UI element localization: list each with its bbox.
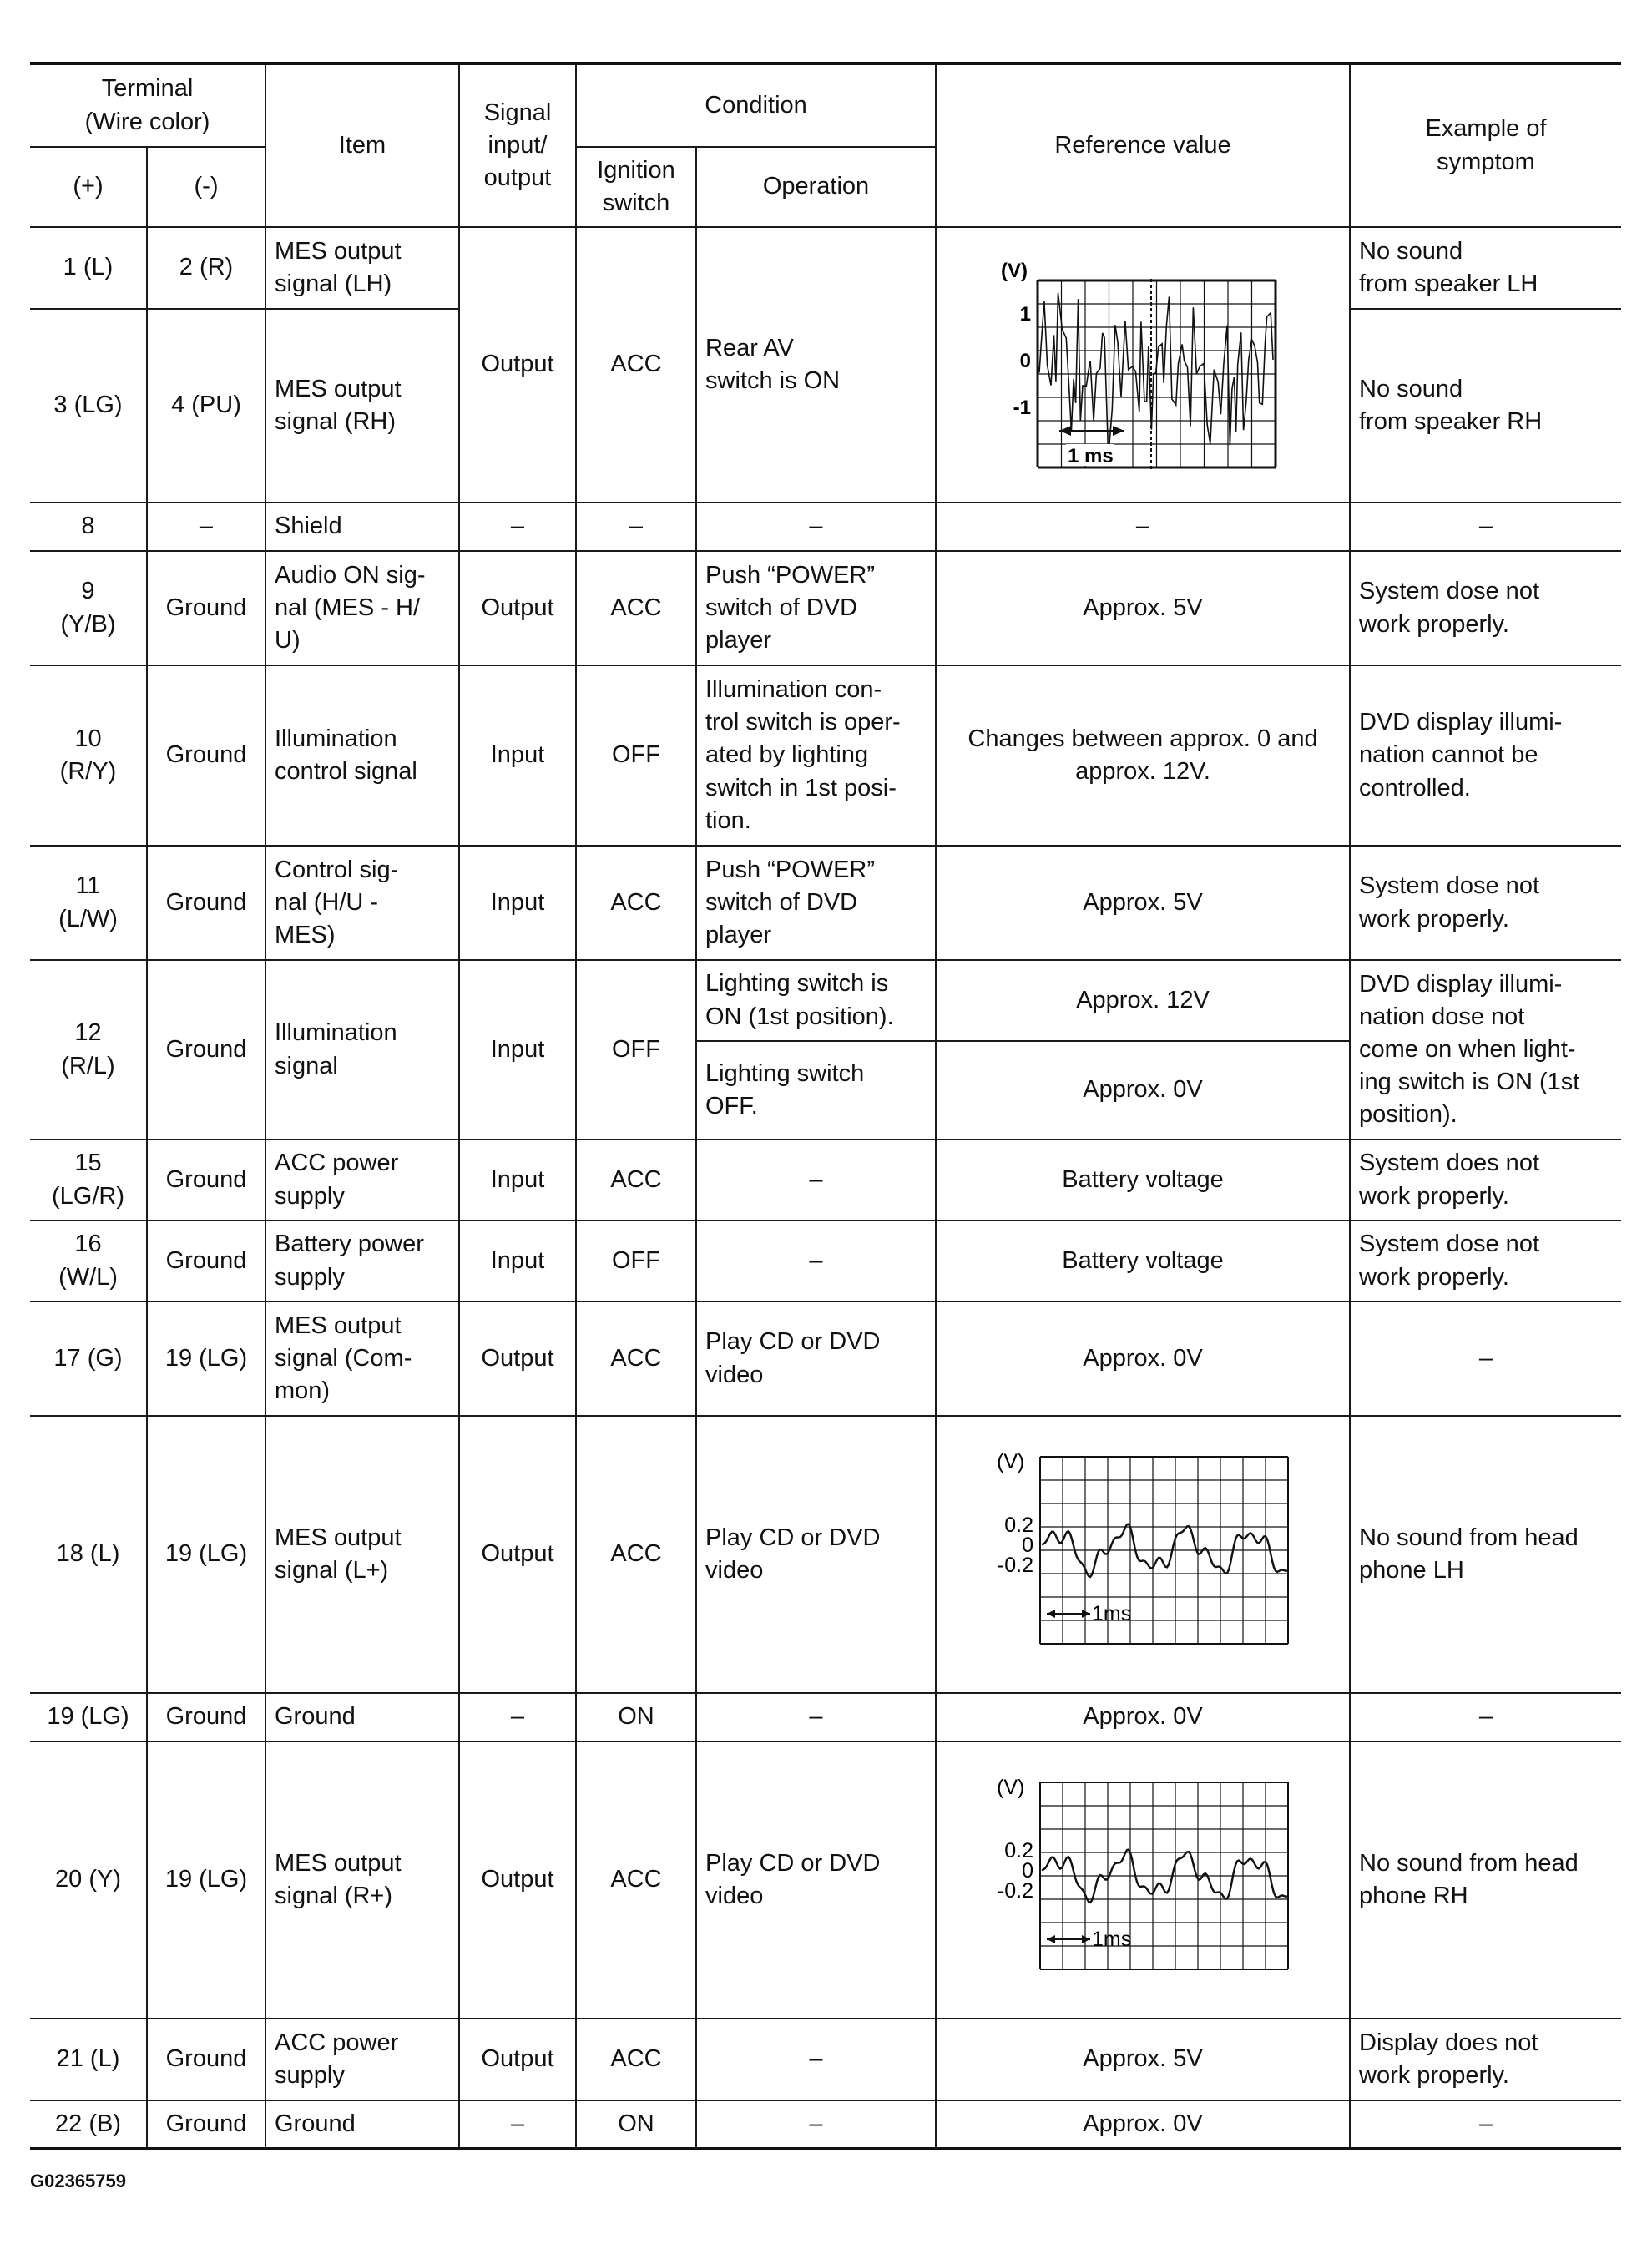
cell-plus: 10 (R/Y) [30, 665, 147, 846]
table-row-8 [30, 503, 1621, 551]
cell-operation: – [696, 1693, 936, 1741]
waveform-grid [1038, 280, 1276, 467]
cell-plus: 11 (L/W) [30, 846, 147, 960]
cell-reference: – [936, 503, 1350, 551]
table-row-9 [30, 551, 1621, 665]
figure-code: G02365759 [30, 2171, 126, 2191]
headphone-lh-waveform [988, 1445, 1297, 1664]
header-plus: (+) [30, 147, 147, 227]
cell-ignition: ACC [576, 2019, 696, 2100]
cell-operation: Lighting switch OFF. [696, 1041, 936, 1140]
waveform-grid [1040, 1782, 1288, 1969]
table-row-1 [30, 227, 1621, 309]
cell-ignition: ACC [576, 1416, 696, 1693]
cell-signal: – [459, 1693, 576, 1741]
cell-operation: – [696, 1221, 936, 1301]
cell-minus: Ground [147, 960, 265, 1140]
cell-operation: – [696, 503, 936, 551]
cell-minus: 4 (PU) [147, 309, 265, 503]
cell-symptom: No sound from head phone LH [1350, 1416, 1621, 1693]
waveform-unit-label: (V) [997, 1776, 1025, 1799]
header-item: Item [265, 63, 459, 227]
waveform-grid [1040, 1457, 1288, 1644]
cell-operation: Illumination con- trol switch is oper- ated by lighting switch in 1st posi- tion. [696, 665, 936, 846]
cell-minus: 19 (LG) [147, 1741, 265, 2019]
header-signal: Signal input/ output [459, 63, 576, 227]
cell-minus: – [147, 503, 265, 551]
speaker-waveform [993, 255, 1293, 474]
waveform-y-label: -1 [1013, 397, 1031, 419]
cell-item: Ground [265, 1693, 459, 1741]
waveform-unit-label: (V) [1001, 260, 1028, 282]
cell-minus: Ground [147, 846, 265, 960]
cell-symptom: No sound from speaker LH [1350, 227, 1621, 309]
cell-item: MES output signal (Com- mon) [265, 1301, 459, 1416]
cell-ignition: ACC [576, 551, 696, 665]
cell-signal: Output [459, 227, 576, 503]
cell-signal: Output [459, 551, 576, 665]
cell-reference: Approx. 0V [936, 1041, 1350, 1140]
table-row-22 [30, 2100, 1621, 2149]
cell-plus: 17 (G) [30, 1301, 147, 1416]
waveform-unit-label: (V) [997, 1450, 1025, 1473]
cell-plus: 15 (LG/R) [30, 1140, 147, 1221]
cell-item: Audio ON sig- nal (MES - H/ U) [265, 551, 459, 665]
cell-operation: Play CD or DVD video [696, 1741, 936, 2019]
terminal-reference-table-sheet [30, 62, 1621, 2150]
cell-minus: Ground [147, 1140, 265, 1221]
cell-plus: 8 [30, 503, 147, 551]
cell-item: Illumination control signal [265, 665, 459, 846]
cell-ignition: ACC [576, 1140, 696, 1221]
cell-item: MES output signal (R+) [265, 1741, 459, 2019]
cell-reference: Approx. 12V [936, 960, 1350, 1041]
table-row-11 [30, 846, 1621, 960]
cell-plus: 20 (Y) [30, 1741, 147, 2019]
cell-ignition: ACC [576, 227, 696, 503]
cell-operation: – [696, 1140, 936, 1221]
table-row-21 [30, 2019, 1621, 2100]
cell-ignition: – [576, 503, 696, 551]
cell-reference: Approx. 0V [936, 1693, 1350, 1741]
cell-signal: – [459, 2100, 576, 2149]
time-scale-arrow [1047, 1935, 1055, 1943]
time-scale-arrow [1082, 1935, 1090, 1943]
cell-ignition: OFF [576, 960, 696, 1140]
cell-reference: Changes between approx. 0 and approx. 12V. [936, 665, 1350, 846]
waveform-y-label: -0.2 [997, 1879, 1033, 1903]
cell-signal: – [459, 503, 576, 551]
cell-reference: Battery voltage [936, 1221, 1350, 1301]
waveform-time-label: 1ms [1092, 1928, 1132, 1951]
cell-item: MES output signal (RH) [265, 309, 459, 503]
header-ignition: Ignition switch [576, 147, 696, 227]
cell-reference-waveform [936, 1741, 1350, 2019]
waveform-y-label: 0 [1019, 350, 1031, 372]
table-row-19 [30, 1693, 1621, 1741]
header-condition: Condition [576, 63, 936, 147]
cell-minus: Ground [147, 1221, 265, 1301]
cell-minus: Ground [147, 551, 265, 665]
cell-signal: Input [459, 1221, 576, 1301]
cell-symptom: No sound from head phone RH [1350, 1741, 1621, 2019]
cell-signal: Input [459, 1140, 576, 1221]
cell-plus: 19 (LG) [30, 1693, 147, 1741]
waveform-y-label: 1 [1019, 303, 1031, 326]
cell-reference: Approx. 0V [936, 2100, 1350, 2149]
table-row-12 [30, 960, 1621, 1041]
cell-item: MES output signal (L+) [265, 1416, 459, 1693]
time-scale-arrow [1113, 426, 1124, 436]
cell-plus: 1 (L) [30, 227, 147, 309]
table-row-18 [30, 1416, 1621, 1693]
cell-ignition: ON [576, 2100, 696, 2149]
waveform-y-label: 0 [1022, 1859, 1033, 1883]
table-row-17 [30, 1301, 1621, 1416]
cell-minus: Ground [147, 2019, 265, 2100]
cell-item: ACC power supply [265, 1140, 459, 1221]
table-row-20 [30, 1741, 1621, 2019]
cell-reference: Approx. 5V [936, 846, 1350, 960]
cell-operation: Play CD or DVD video [696, 1416, 936, 1693]
cell-operation: – [696, 2100, 936, 2149]
header-symptom: Example of symptom [1350, 63, 1621, 227]
header-row-1 [30, 63, 1621, 147]
cell-symptom: DVD display illumi- nation cannot be controlled. [1350, 665, 1621, 846]
waveform-y-label: -0.2 [997, 1554, 1033, 1577]
cell-reference-waveform [936, 227, 1350, 503]
cell-operation: Lighting switch is ON (1st position). [696, 960, 936, 1041]
table-row-10 [30, 665, 1621, 846]
waveform-time-label: 1ms [1092, 1602, 1132, 1625]
cell-plus: 3 (LG) [30, 309, 147, 503]
cell-reference: Approx. 0V [936, 1301, 1350, 1416]
cell-minus: 19 (LG) [147, 1301, 265, 1416]
cell-plus: 21 (L) [30, 2019, 147, 2100]
cell-symptom: System dose not work properly. [1350, 1221, 1621, 1301]
cell-plus: 12 (R/L) [30, 960, 147, 1140]
cell-signal: Input [459, 846, 576, 960]
cell-operation: – [696, 2019, 936, 2100]
cell-signal: Output [459, 1301, 576, 1416]
waveform-y-label: 0.2 [1004, 1514, 1033, 1537]
cell-symptom: System dose not work properly. [1350, 551, 1621, 665]
cell-operation: Push “POWER” switch of DVD player [696, 846, 936, 960]
cell-item: Battery power supply [265, 1221, 459, 1301]
cell-item: Shield [265, 503, 459, 551]
time-scale-arrow [1047, 1610, 1055, 1618]
cell-signal: Output [459, 1741, 576, 2019]
cell-operation: Push “POWER” switch of DVD player [696, 551, 936, 665]
cell-symptom: No sound from speaker RH [1350, 309, 1621, 503]
cell-item: Ground [265, 2100, 459, 2149]
cell-minus: Ground [147, 1693, 265, 1741]
cell-ignition: ACC [576, 1741, 696, 2019]
cell-plus: 22 (B) [30, 2100, 147, 2149]
cell-ignition: ACC [576, 846, 696, 960]
headphone-rh-waveform [988, 1771, 1297, 1989]
cell-signal: Output [459, 2019, 576, 2100]
cell-item: Illumination signal [265, 960, 459, 1140]
cell-symptom: – [1350, 2100, 1621, 2149]
cell-signal: Input [459, 960, 576, 1140]
table-row-15 [30, 1140, 1621, 1221]
cell-plus: 9 (Y/B) [30, 551, 147, 665]
cell-symptom: System does not work properly. [1350, 1140, 1621, 1221]
cell-symptom: System dose not work properly. [1350, 846, 1621, 960]
cell-item: Control sig- nal (H/U - MES) [265, 846, 459, 960]
cell-minus: 19 (LG) [147, 1416, 265, 1693]
waveform-time-label: 1 ms [1068, 445, 1114, 467]
cell-ignition: OFF [576, 665, 696, 846]
cell-item: ACC power supply [265, 2019, 459, 2100]
cell-ignition: OFF [576, 1221, 696, 1301]
cell-symptom: – [1350, 1693, 1621, 1741]
header-operation: Operation [696, 147, 936, 227]
cell-operation: Rear AV switch is ON [696, 227, 936, 503]
cell-symptom: – [1350, 503, 1621, 551]
terminal-table [30, 62, 1621, 2150]
table-row-16 [30, 1221, 1621, 1301]
cell-minus: 2 (R) [147, 227, 265, 309]
cell-signal: Input [459, 665, 576, 846]
header-terminal: Terminal (Wire color) [30, 63, 265, 147]
cell-plus: 18 (L) [30, 1416, 147, 1693]
cell-item: MES output signal (LH) [265, 227, 459, 309]
cell-plus: 16 (W/L) [30, 1221, 147, 1301]
cell-reference: Battery voltage [936, 1140, 1350, 1221]
cell-reference-waveform [936, 1416, 1350, 1693]
cell-operation: Play CD or DVD video [696, 1301, 936, 1416]
cell-ignition: ACC [576, 1301, 696, 1416]
cell-signal: Output [459, 1416, 576, 1693]
waveform-y-label: 0 [1022, 1534, 1033, 1557]
cell-reference: Approx. 5V [936, 551, 1350, 665]
waveform-y-label: 0.2 [1004, 1839, 1033, 1862]
cell-symptom: Display does not work properly. [1350, 2019, 1621, 2100]
cell-minus: Ground [147, 665, 265, 846]
header-minus: (-) [147, 147, 265, 227]
time-scale-arrow [1082, 1610, 1090, 1618]
cell-minus: Ground [147, 2100, 265, 2149]
header-reference: Reference value [936, 63, 1350, 227]
cell-symptom: DVD display illumi- nation dose not come on when light- ing switch is ON (1st position). [1350, 960, 1621, 1140]
cell-ignition: ON [576, 1693, 696, 1741]
cell-symptom: – [1350, 1301, 1621, 1416]
cell-reference: Approx. 5V [936, 2019, 1350, 2100]
